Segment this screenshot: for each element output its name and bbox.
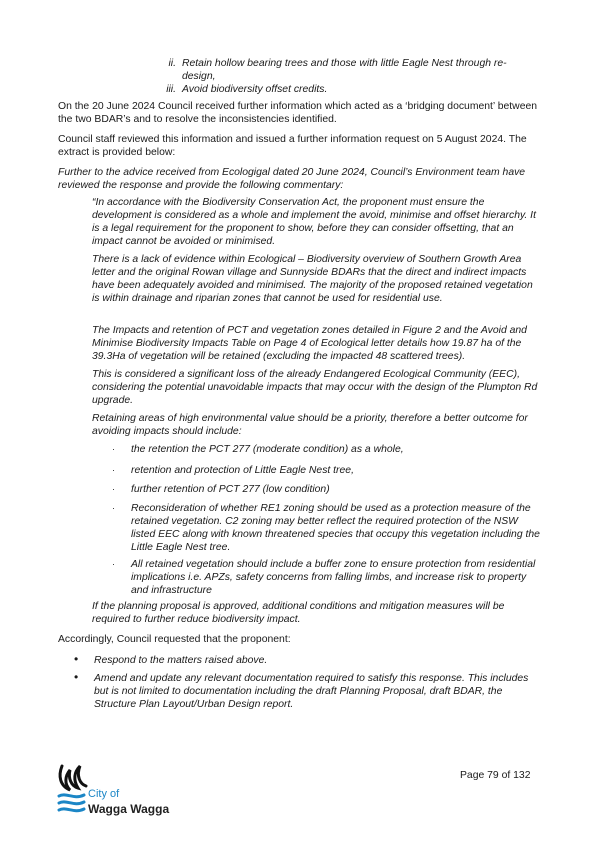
paragraph: Council staff reviewed this information and issued a further information request on 5 August 2024. The extract is provided below: <box>58 134 527 158</box>
list-item-text: further retention of PCT 277 (low condition) <box>131 484 330 495</box>
quote-paragraph: The Impacts and retention of PCT and vegetation zones detailed in Figure 2 and the Avoid and Minimise Biodiversity Impacts Table on Page 4 of Ecological letter details how 19.87 ha of the 39.3Ha of vegetation will be retained (excluding the impacted 48 scattered trees). <box>92 325 527 362</box>
list-item-text: All retained vegetation should include a buffer zone to ensure protection from residential implications i.e. APZs, safety concerns from falling limbs, and increase risk to property and infrastructure <box>131 559 536 596</box>
bullet-marker: · <box>112 444 115 454</box>
roman-text: Retain hollow bearing trees and those with little Eagle Nest through re-design, <box>182 58 507 82</box>
paragraph: On the 20 June 2024 Council received further information which acted as a ‘bridging document’ between the two BDAR’s and to resolve the inconsistencies identified. <box>58 101 538 125</box>
list-item-text: Amend and update any relevant documentation required to satisfy this response. This includes but is not limited to documentation including the draft Planning Proposal, draft BDAR, the Structure Plan Layout/Urban Design report. <box>94 673 529 710</box>
roman-text: Avoid biodiversity offset credits. <box>182 84 328 95</box>
bullet-marker: • <box>74 670 79 684</box>
quote-paragraph: “In accordance with the Biodiversity Conservation Act, the proponent must ensure the development is considered as a whole and implement the avoid, minimise and offset hierarchy. It is a legal requirement for the proponent to show, before they can consider offsetting, that an impact cannot be avoided or minimised. <box>92 197 536 247</box>
list-item-text: the retention the PCT 277 (moderate condition) as a whole, <box>131 444 404 455</box>
bullet-marker: · <box>112 503 115 513</box>
list-item-text: Respond to the matters raised above. <box>94 655 268 666</box>
page-number: Page 79 of 132 <box>460 770 531 781</box>
list-item-text: Reconsideration of whether RE1 zoning should be used as a protection measure of the retained vegetation. C2 zoning may better reflect the required protection of the NSW listed EEC along with known threatened species that occupy this vegetation including the Little Eagle Nest tree. <box>131 503 540 553</box>
quote-paragraph: Retaining areas of high environmental value should be a priority, therefore a better outcome for avoiding impacts should include: <box>92 413 528 437</box>
bullet-marker: · <box>112 484 115 494</box>
quote-paragraph: This is considered a significant loss of the already Endangered Ecological Community (EEC), considering the potential unavoidable impacts that may occur with the design of the Plumpton Rd upgrade. <box>92 369 538 406</box>
bullet-marker: · <box>112 465 115 475</box>
quote-paragraph: There is a lack of evidence within Ecological – Biodiversity overview of Southern Growth Area letter and the original Rowan village and Sunnyside BDARs that the direct and indirect impacts have been adequately avoided and minimised. The majority of the proposed retained vegetation is within drainage and riparian zones that cannot be used for residential use. <box>92 254 533 304</box>
paragraph: Accordingly, Council requested that the proponent: <box>58 634 291 645</box>
roman-number: ii. <box>168 58 176 69</box>
bullet-marker: • <box>74 652 79 666</box>
logo-text: City of <box>88 788 120 800</box>
quote-paragraph: If the planning proposal is approved, additional conditions and mitigation measures will be required to further reduce biodiversity impact. <box>92 601 505 625</box>
paragraph: Further to the advice received from Ecologigal dated 20 June 2024, Council’s Environment team have reviewed the response and provide the following commentary: <box>58 167 526 191</box>
list-item-text: retention and protection of Little Eagle Nest tree, <box>131 465 354 476</box>
bullet-marker: · <box>112 559 115 569</box>
roman-number: iii. <box>166 84 176 95</box>
logo-text: Wagga Wagga <box>88 802 170 816</box>
